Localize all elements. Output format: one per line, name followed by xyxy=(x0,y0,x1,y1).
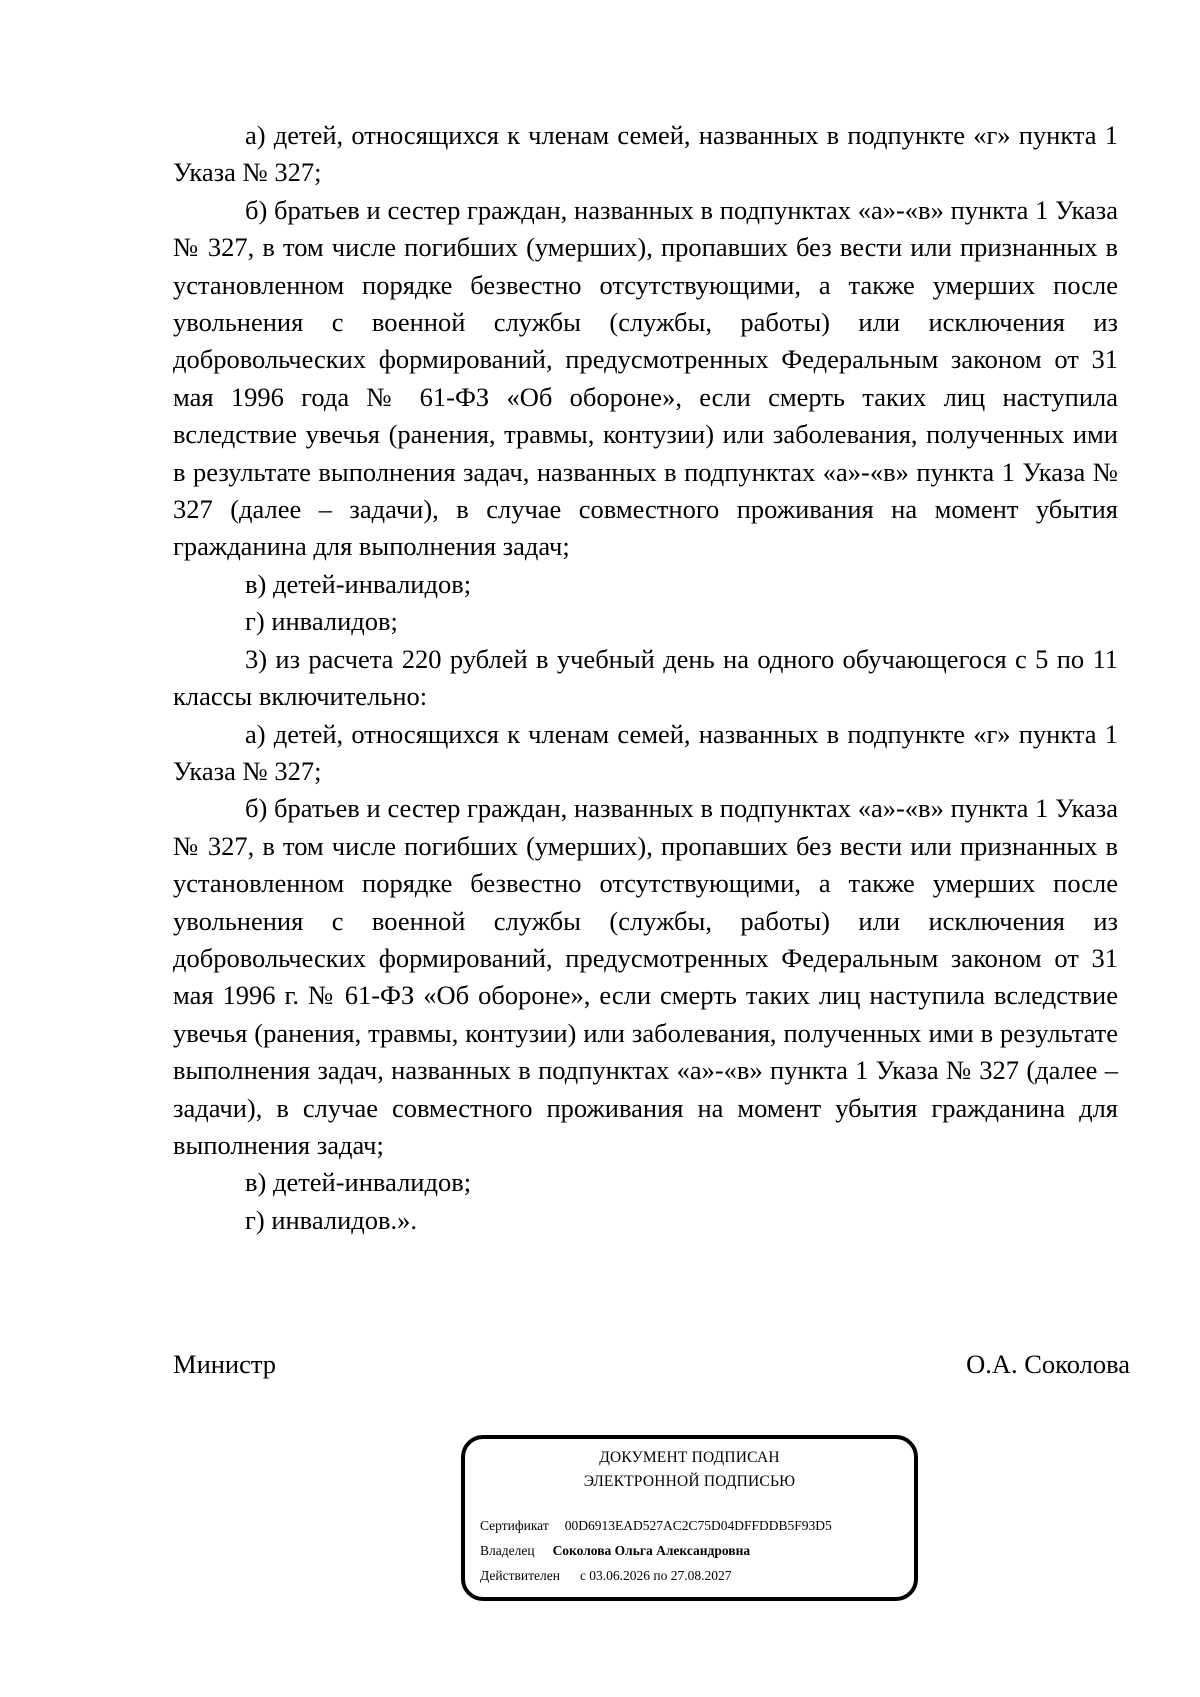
electronic-signature-stamp xyxy=(461,1435,918,1601)
signatory-name: О.А. Соколова xyxy=(966,1349,1130,1379)
paragraph-item-v-1: в) детей-инвалидов; xyxy=(245,568,472,599)
stamp-validity-row xyxy=(480,1568,732,1584)
paragraph-item-a-1: а) детей, относящихся к членам семей, названных в подпункте «г» пункта 1 Указа № 327; xyxy=(173,120,1118,188)
stamp-validity-label: Действителен xyxy=(480,1568,560,1583)
paragraph-item-b-2: б) братьев и сестер граждан, названных в подпунктах «а»-«в» пункта 1 Указа № 327, в том числе погибших (умерших), пропавших без вести или признанных в установленном порядке безвестно отсутствующими, а также умерших после увольнения с военной службы (службы, работы) или исключения из добровольческих формирований, предусмотренных Федеральным законом от 31 мая 1996 г. № 61-ФЗ «Об обороне», если смерть таких лиц наступила вследствие увечья (ранения, травмы, контузии) или заболевания, полученных ими в результате выполнения задач, названных в подпунктах «а»-«в» пункта 1 Указа № 327 (далее – задачи), в случае совместного проживания на момент убытия гражданина для выполнения задач; xyxy=(173,793,1118,1160)
paragraph-item-g-2: г) инвалидов.». xyxy=(245,1204,417,1235)
paragraph-item-g-1: г) инвалидов; xyxy=(245,606,398,637)
paragraph-item-b-1: б) братьев и сестер граждан, названных в подпунктах «а»-«в» пункта 1 Указа № 327, в том числе погибших (умерших), пропавших без вести или признанных в установленном порядке безвестно отсутствующими, а также умерших после увольнения с военной службы (службы, работы) или исключения из добровольческих формирований, предусмотренных Федеральным законом от 31 мая 1996 года № 61-ФЗ «Об обороне», если смерть таких лиц наступила вследствие увечья (ранения, травмы, контузии) или заболевания, полученных ими в результате выполнения задач, названных в подпунктах «а»-«в» пункта 1 Указа № 327 (далее – задачи), в случае совместного проживания на момент убытия гражданина для выполнения задач; xyxy=(173,194,1118,562)
paragraph-item-a-2: а) детей, относящихся к членам семей, названных в подпункте «г» пункта 1 Указа № 327; xyxy=(173,718,1118,786)
stamp-certificate-value: 00D6913EAD527AC2C75D04DFFDDB5F93D5 xyxy=(564,1518,832,1533)
stamp-owner-row xyxy=(480,1543,750,1559)
stamp-certificate-row xyxy=(480,1518,832,1534)
paragraph-item-v-2: в) детей-инвалидов; xyxy=(245,1167,472,1198)
stamp-title-line1: ДОКУМЕНТ ПОДПИСАН xyxy=(599,1449,780,1466)
stamp-owner-label: Владелец xyxy=(480,1543,535,1558)
stamp-certificate-label: Сертификат xyxy=(480,1518,549,1533)
paragraph-item-3: 3) из расчета 220 рублей в учебный день на одного обучающегося с 5 по 11 классы включительно: xyxy=(173,643,1118,712)
signatory-position: Министр xyxy=(173,1349,277,1379)
stamp-validity-value: с 03.06.2026 по 27.08.2027 xyxy=(579,1568,732,1583)
document-body xyxy=(173,117,1118,1239)
stamp-owner-value: Соколова Ольга Александровна xyxy=(552,1543,751,1558)
signature-block xyxy=(173,1346,1130,1383)
stamp-title-line2: ЭЛЕКТРОННОЙ ПОДПИСЬЮ xyxy=(583,1473,796,1490)
